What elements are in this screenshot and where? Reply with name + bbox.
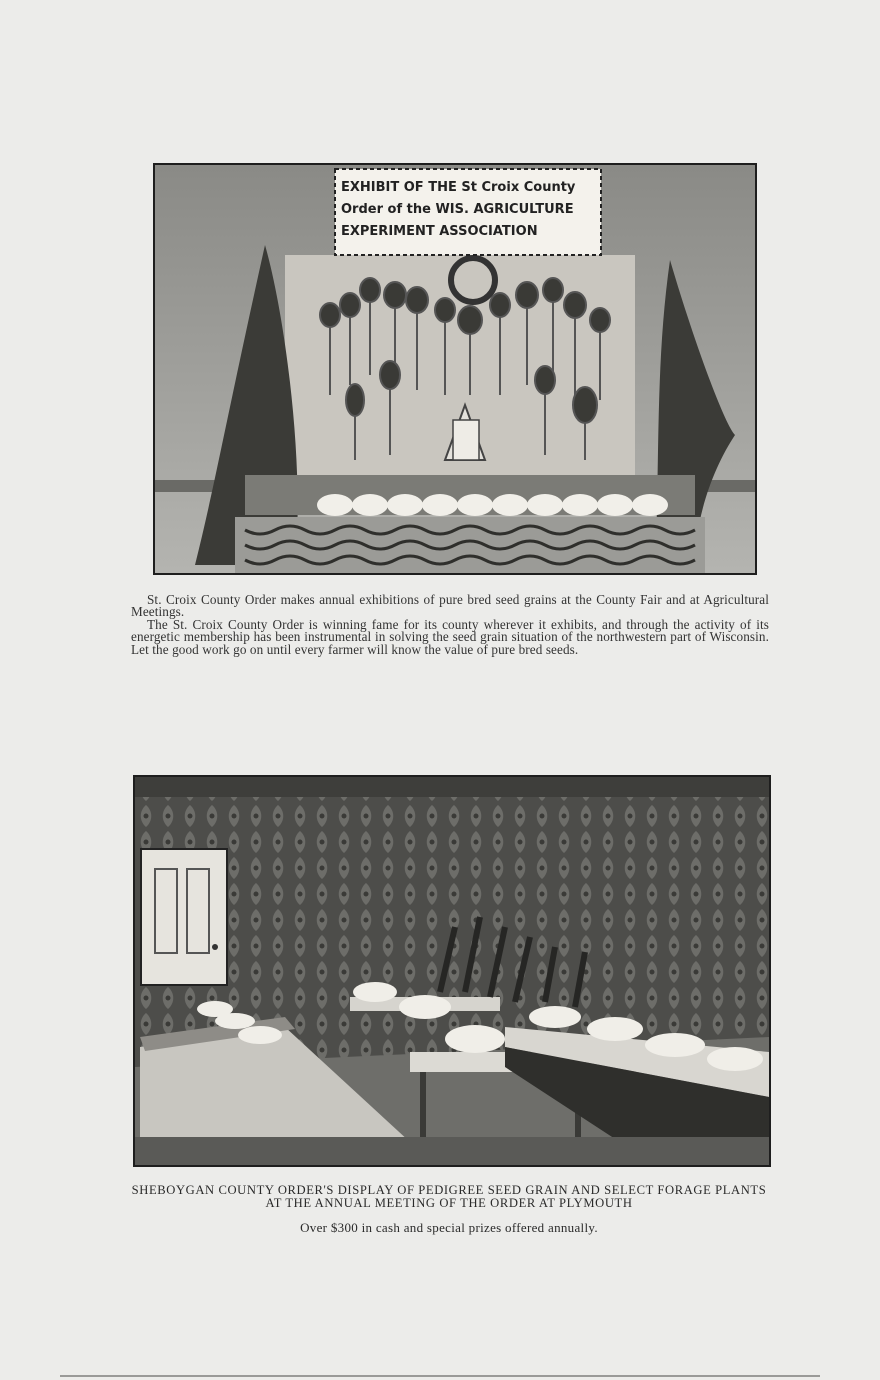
exhibit-sign <box>341 177 595 243</box>
caption-subtext: Over $300 in cash and special prizes offered annually. <box>300 1219 598 1235</box>
sign-line-2: Order of the WIS. AGRICULTURE <box>341 202 574 217</box>
sheboygan-display-photo <box>133 775 771 1167</box>
exhibit-photo <box>153 163 757 575</box>
caption-heading: SHEBOYGAN COUNTY ORDER'S DISPLAY OF PEDIGREE SEED GRAIN AND SELECT FORAGE PLANTS AT THE ANNUAL MEETING OF THE ORDER AT PLYMOUTH <box>131 1183 767 1211</box>
page-bottom-edge <box>60 1375 820 1377</box>
caption-paragraph-2: The St. Croix County Order is winning fame for its county wherever it exhibits, and through the activity of its energetic membership has been instrumental in solving the seed grain situation of the northwestern part of Wisconsin. Let the good work go on until every farmer will know the value of pure bred seeds. <box>131 616 769 657</box>
caption-paragraph-1: St. Croix County Order makes annual exhibitions of pure bred seed grains at the County Fair and at Agricultural Meetings. <box>131 592 769 620</box>
st-croix-caption <box>131 594 769 656</box>
sign-line-3: EXPERIMENT ASSOCIATION <box>341 224 538 239</box>
sheboygan-display-image <box>135 777 769 1165</box>
sheboygan-caption <box>129 1184 769 1234</box>
sign-line-1: EXHIBIT OF THE St Croix County <box>341 180 576 195</box>
